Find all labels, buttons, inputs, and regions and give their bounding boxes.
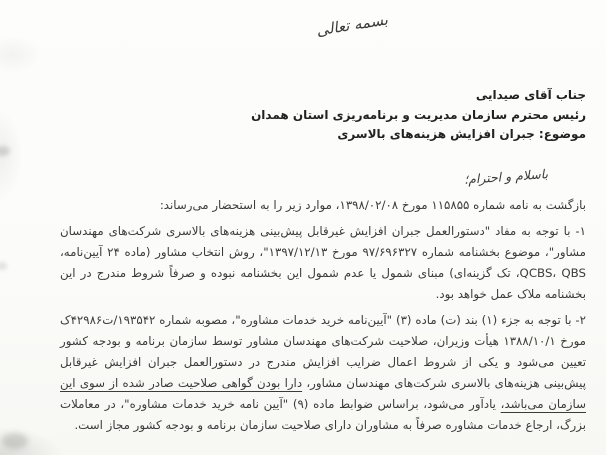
salutation-handwriting: باسلام و احترام؛ — [463, 166, 549, 187]
item-2-text-continued: یادآور می‌شود، براساس ضوابط ماده (۹) "آیین نامه خرید خدمات مشاوره"، در معاملات بزرگ، ارجاع خدمات مشاوره صرفاً به مشاوران دارای صلاحیت سازمان برنامه و بودجه کشور مجاز است. — [60, 397, 586, 432]
recipient-name: جناب آقای صیدایی — [475, 88, 586, 102]
scan-artifact — [2, 433, 28, 449]
letter-subject: موضوع: جبران افزایش هزینه‌های بالاسری — [337, 127, 586, 141]
item-1-paragraph: ۱- با توجه به مفاد "دستورالعمل جبران افزایش غیرقابل پیش‌بینی هزینه‌های بالاسری شرکت‌های مهندسان مشاور"، موضوع بخشنامه شماره ۹۷/۶۹۶۳۲۷ مورخ ۱۳۹۷/۱۲/۱۳"، روش انتخاب مشاور (ماده ۲۴ آیین‌نامه، QCBS، QBS، تک گزینه‌ای) مبنای شمول یا عدم شمول این بخشنامه نبوده و صرفاً شروط مندرج در این بخشنامه ملاک عمل خواهد بود. — [60, 224, 586, 301]
bismillah-calligraphy: بسمه تعالی — [314, 10, 389, 40]
letter-body — [60, 195, 586, 441]
scan-artifact — [0, 146, 10, 156]
recipient-title: رئیس محترم سازمان مدیریت و برنامه‌ریزی استان همدان — [251, 107, 586, 122]
intro-line: بازگشت به نامه شماره ۱۱۵۸۵۵ مورخ ۱۳۹۸/۰۲/۰۸، موارد زیر را به استحضار می‌رساند: — [159, 198, 586, 212]
item-2-underlined-clause: دارا بودن گواهی صلاحیت صادر شده از سوی این سازمان می‌باشد، — [60, 376, 586, 411]
letter-header — [60, 86, 586, 145]
scan-artifact — [0, 262, 7, 270]
item-2-text: ۲- با توجه به جزء (۱) بند (ت) ماده (۳) "آیین‌نامه خرید خدمات مشاوره"، مصوبه شماره ۱۹۳۵۴۲/ت۴۲۹۸۶ک مورخ ۱۳۸۸/۱۰/۱ هیأت وزیران، صلاحیت شرکت‌های مهندسان مشاور توسط سازمان برنامه و بودجه کشور تعیین می‌شود و یکی از شروط اعمال ضرایب افزایش مندرج در دستورالعمل جبران افزایش غیرقابل پیش‌بینی هزینه‌های بالاسری شرکت‌های مهندسان مشاور، — [60, 313, 586, 390]
item-2-paragraph — [60, 310, 586, 436]
